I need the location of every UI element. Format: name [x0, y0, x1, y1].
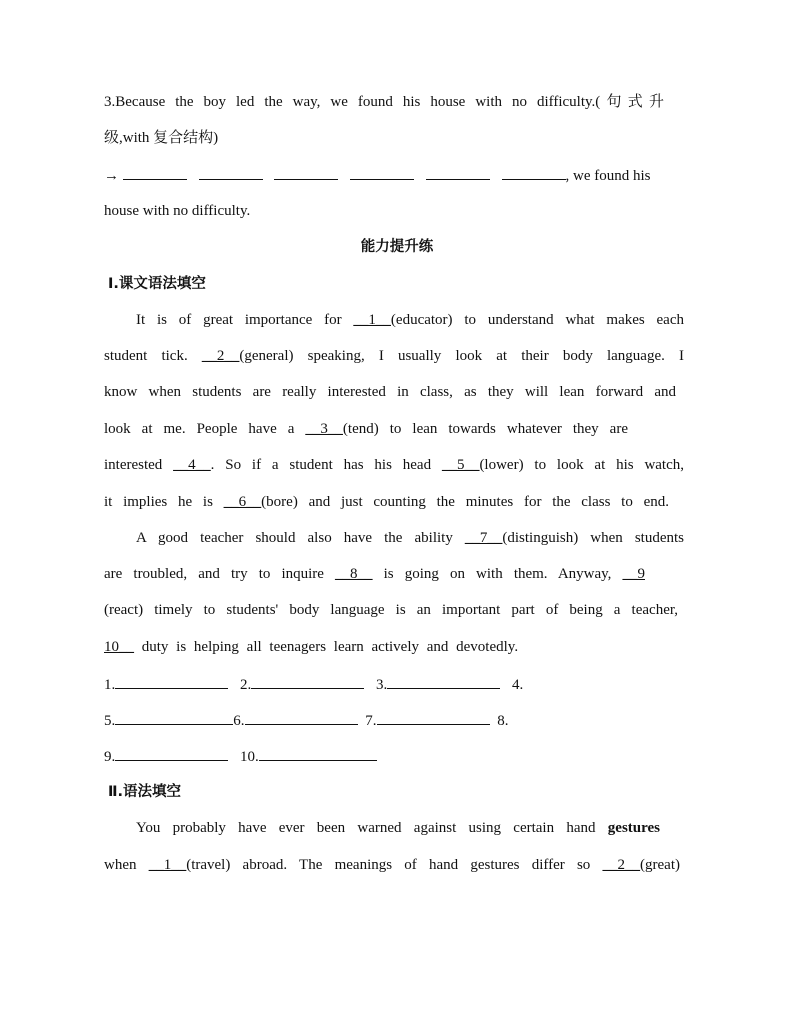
p1-line5: interested __4__. So if a student has his head __5__(lower) to look at his watch, [104, 457, 684, 473]
p2-line4: 10__ duty is helping all teenagers learn actively and devotedly. [104, 639, 519, 655]
blank-1[interactable] [123, 164, 187, 180]
blank-6[interactable] [502, 164, 566, 180]
blank-8[interactable]: __8__ [335, 566, 373, 582]
blank-2[interactable]: __2__ [201, 348, 240, 364]
answer-row-2: 5. 6. 7. 8. [104, 709, 544, 731]
p1-line4: look at me. People have a __3__(tend) to lean towards whatever they are [104, 421, 628, 437]
blank-10[interactable]: 10__ [104, 639, 134, 655]
blank-5[interactable] [426, 164, 490, 180]
blank-3[interactable] [274, 164, 338, 180]
blank-2[interactable]: __2__ [602, 857, 641, 873]
q3-line4: house with no difficulty. [104, 203, 251, 219]
part2-line2: when __1__(travel) abroad. The meanings of hand gestures differ so __2__(great) [104, 857, 680, 873]
q3-rewrite-line: → , we found his [104, 164, 664, 186]
blank-1[interactable]: __1__ [148, 857, 187, 873]
answer-2[interactable] [251, 673, 364, 689]
p2-line2: are troubled, and try to inquire __8__ is going on with them. Anyway, __9 [104, 566, 645, 582]
blank-1[interactable]: __1__ [353, 312, 391, 328]
answer-5[interactable] [115, 709, 233, 725]
blank-4[interactable]: __4__ [173, 457, 211, 473]
blank-9[interactable]: __9 [622, 566, 645, 582]
p1-line1: It is of great importance for __1__(educator) to understand what makes each [136, 312, 684, 328]
part1-heading: Ⅰ.课文语法填空 [108, 276, 206, 292]
section-title: 能力提升练 [360, 239, 434, 255]
p1-line3: know when students are really interested in class, as they will lean forward and [104, 384, 676, 400]
answer-10[interactable] [259, 745, 377, 761]
blank-3[interactable]: __3__ [305, 421, 343, 437]
answer-3[interactable] [387, 673, 500, 689]
answer-row-3: 9. 10. [104, 745, 544, 767]
part2-line1: You probably have ever been warned against using certain hand gestures [136, 820, 660, 836]
answer-1[interactable] [115, 673, 228, 689]
p1-line6: it implies he is __6__(bore) and just counting the minutes for the class to end. [104, 494, 669, 510]
blank-2[interactable] [199, 164, 263, 180]
answer-9[interactable] [115, 745, 228, 761]
blank-5[interactable]: __5__ [441, 457, 480, 473]
p2-line1: A good teacher should also have the ability __7__(distinguish) when students [136, 530, 684, 546]
answer-6[interactable] [245, 709, 358, 725]
blank-6[interactable]: __6__ [223, 494, 262, 510]
bold-word: gestures [607, 820, 660, 836]
p2-line3: (react) timely to students' body language is an important part of being a teacher, [104, 602, 678, 618]
arrow-icon: → [104, 168, 119, 184]
answer-7[interactable] [377, 709, 490, 725]
p1-line2: student tick. __2__(general) speaking, I usually look at their body language. I [104, 348, 684, 364]
q3-line2: 级,with 复合结构) [104, 130, 219, 146]
q3-line1: 3.Because the boy led the way, we found his house with no difficulty.(句式升 [104, 94, 664, 110]
part2-heading: Ⅱ.语法填空 [108, 784, 182, 800]
blank-4[interactable] [350, 164, 414, 180]
answer-row-1: 1. 2. 3. 4. [104, 673, 544, 695]
blank-7[interactable]: __7__ [464, 530, 503, 546]
